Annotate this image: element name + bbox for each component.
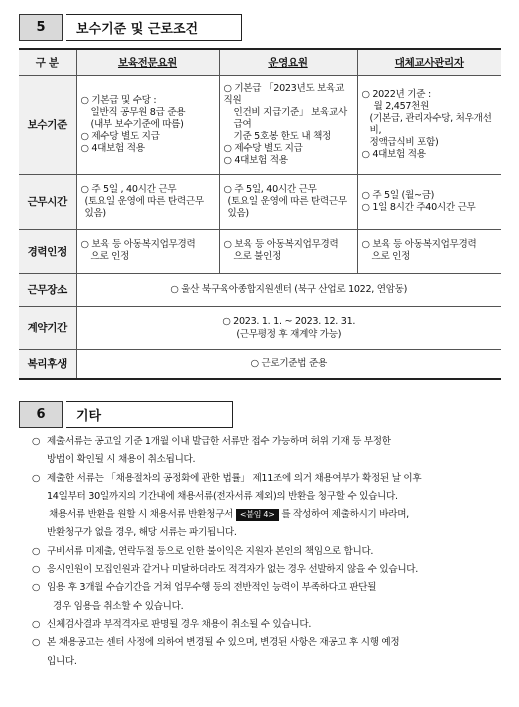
pay-cell-expert: ○ 기본급 및 수당 : 일반직 공무원 8급 준용 (내부 보수기준에 따름) ○ 제수당 별도 지급 ○ 4대보험 적용 bbox=[76, 75, 219, 174]
table-row bbox=[19, 229, 501, 273]
header-childcare-expert: 보육전문요원 bbox=[117, 56, 178, 69]
career-cell-substitute: ○ 보육 등 아동복지업무경력 으로 인정 bbox=[357, 229, 501, 273]
list-item: ○ 제출서류는 공고일 기준 1개월 이내 발급한 서류만 접수 가능하며 허위 기재 등 부정한 방법이 확인될 시 채용이 취소됩니다. bbox=[32, 436, 391, 466]
pay-cell-operation: ○ 기본급 「2023년도 보육교직원 인건비 지급기준」 보육교사 급여 기준 5호봉 한도 내 책정 ○ 제수당 별도 지급 ○ 4대보험 적용 bbox=[219, 75, 357, 174]
table-row bbox=[19, 349, 501, 379]
row-label-contract: 계약기간 bbox=[19, 306, 76, 349]
career-cell-operation: ○ 보육 등 아동복지업무경력 으로 불인정 bbox=[219, 229, 357, 273]
table-row bbox=[19, 306, 501, 349]
list-item: ○ 임용 후 3개월 수습기간을 거쳐 업무수행 등의 전반적인 능력이 부족하다고 판단될 경우 임용을 취소할 수 있습니다. bbox=[32, 582, 377, 612]
header-category: 구 분 bbox=[19, 49, 76, 75]
table-header-row bbox=[19, 49, 501, 75]
section-number: 5 bbox=[19, 14, 63, 41]
notes-list bbox=[32, 433, 500, 671]
table-row bbox=[19, 75, 501, 174]
conditions-table bbox=[19, 48, 501, 380]
contract-cell: ○ 2023. 1. 1. ~ 2023. 12. 31. (근무평정 후 재계약 가능) bbox=[76, 306, 501, 349]
list-item: ○ 구비서류 미제출, 연락두절 등으로 인한 불이익은 지원자 본인의 책임으로 합니다. bbox=[32, 545, 374, 557]
section-6-header bbox=[19, 401, 233, 428]
section-title: 기타 bbox=[66, 401, 233, 428]
row-label-location: 근무장소 bbox=[19, 273, 76, 306]
hours-cell-substitute: ○ 주 5일 (월~금) ○ 1일 8시간 주40시간 근무 bbox=[357, 174, 501, 229]
header-operation-staff: 운영요원 bbox=[268, 56, 308, 69]
section-5-header bbox=[19, 14, 242, 41]
pay-cell-substitute: ○ 2022년 기준 : 월 2,457천원 (기본급, 관리자수당, 처우개선비, 정액급식비 포함) ○ 4대보험 적용 bbox=[357, 75, 501, 174]
location-cell: ○ 울산 북구육아종합지원센터 (북구 산업로 1022, 연암동) bbox=[76, 273, 501, 306]
hours-cell-expert: ○ 주 5일 , 40시간 근무 (토요일 운영에 따른 탄력근무 있음) bbox=[76, 174, 219, 229]
table-row bbox=[19, 174, 501, 229]
section-title: 보수기준 및 근로조건 bbox=[66, 14, 242, 41]
list-item: ○ 제출한 서류는 「채용절차의 공정화에 관한 법률」 제11조에 의거 채용여부가 확정된 날 이후 14일부터 30일까지의 기간내에 채용서류(전자서류 제외)의 반환을 청구할 수 있습니다. 채용서류 반환을 원할 시 채용서류 반환청구서 <붙임 4> 를 작성하여 제출하시기 바라며, 반환청구가 없을 경우, 해당 서류는 파기됩니다. bbox=[32, 472, 422, 539]
row-label-welfare: 복리후생 bbox=[19, 349, 76, 379]
row-label-pay: 보수기준 bbox=[19, 75, 76, 174]
attachment-tag: <붙임 4> bbox=[236, 509, 279, 521]
list-item: ○ 응시인원이 모집인원과 같거나 미달하더라도 적격자가 없는 경우 선발하지 않을 수 있습니다. bbox=[32, 564, 419, 576]
list-item: ○ 본 채용공고는 센터 사정에 의하여 변경될 수 있으며, 변경된 사항은 재공고 후 시행 예정 입니다. bbox=[32, 637, 400, 667]
list-item: ○ 신체검사결과 부적격자로 판명될 경우 채용이 취소될 수 있습니다. bbox=[32, 618, 312, 630]
row-label-hours: 근무시간 bbox=[19, 174, 76, 229]
hours-cell-operation: ○ 주 5일, 40시간 근무 (토요일 운영에 따른 탄력근무 있음) bbox=[219, 174, 357, 229]
header-substitute-manager: 대체교사관리자 bbox=[394, 56, 464, 69]
row-label-career: 경력인정 bbox=[19, 229, 76, 273]
section-number: 6 bbox=[19, 401, 63, 428]
table-row bbox=[19, 273, 501, 306]
welfare-cell: ○ 근로기준법 준용 bbox=[76, 349, 501, 379]
career-cell-expert: ○ 보육 등 아동복지업무경력 으로 인정 bbox=[76, 229, 219, 273]
